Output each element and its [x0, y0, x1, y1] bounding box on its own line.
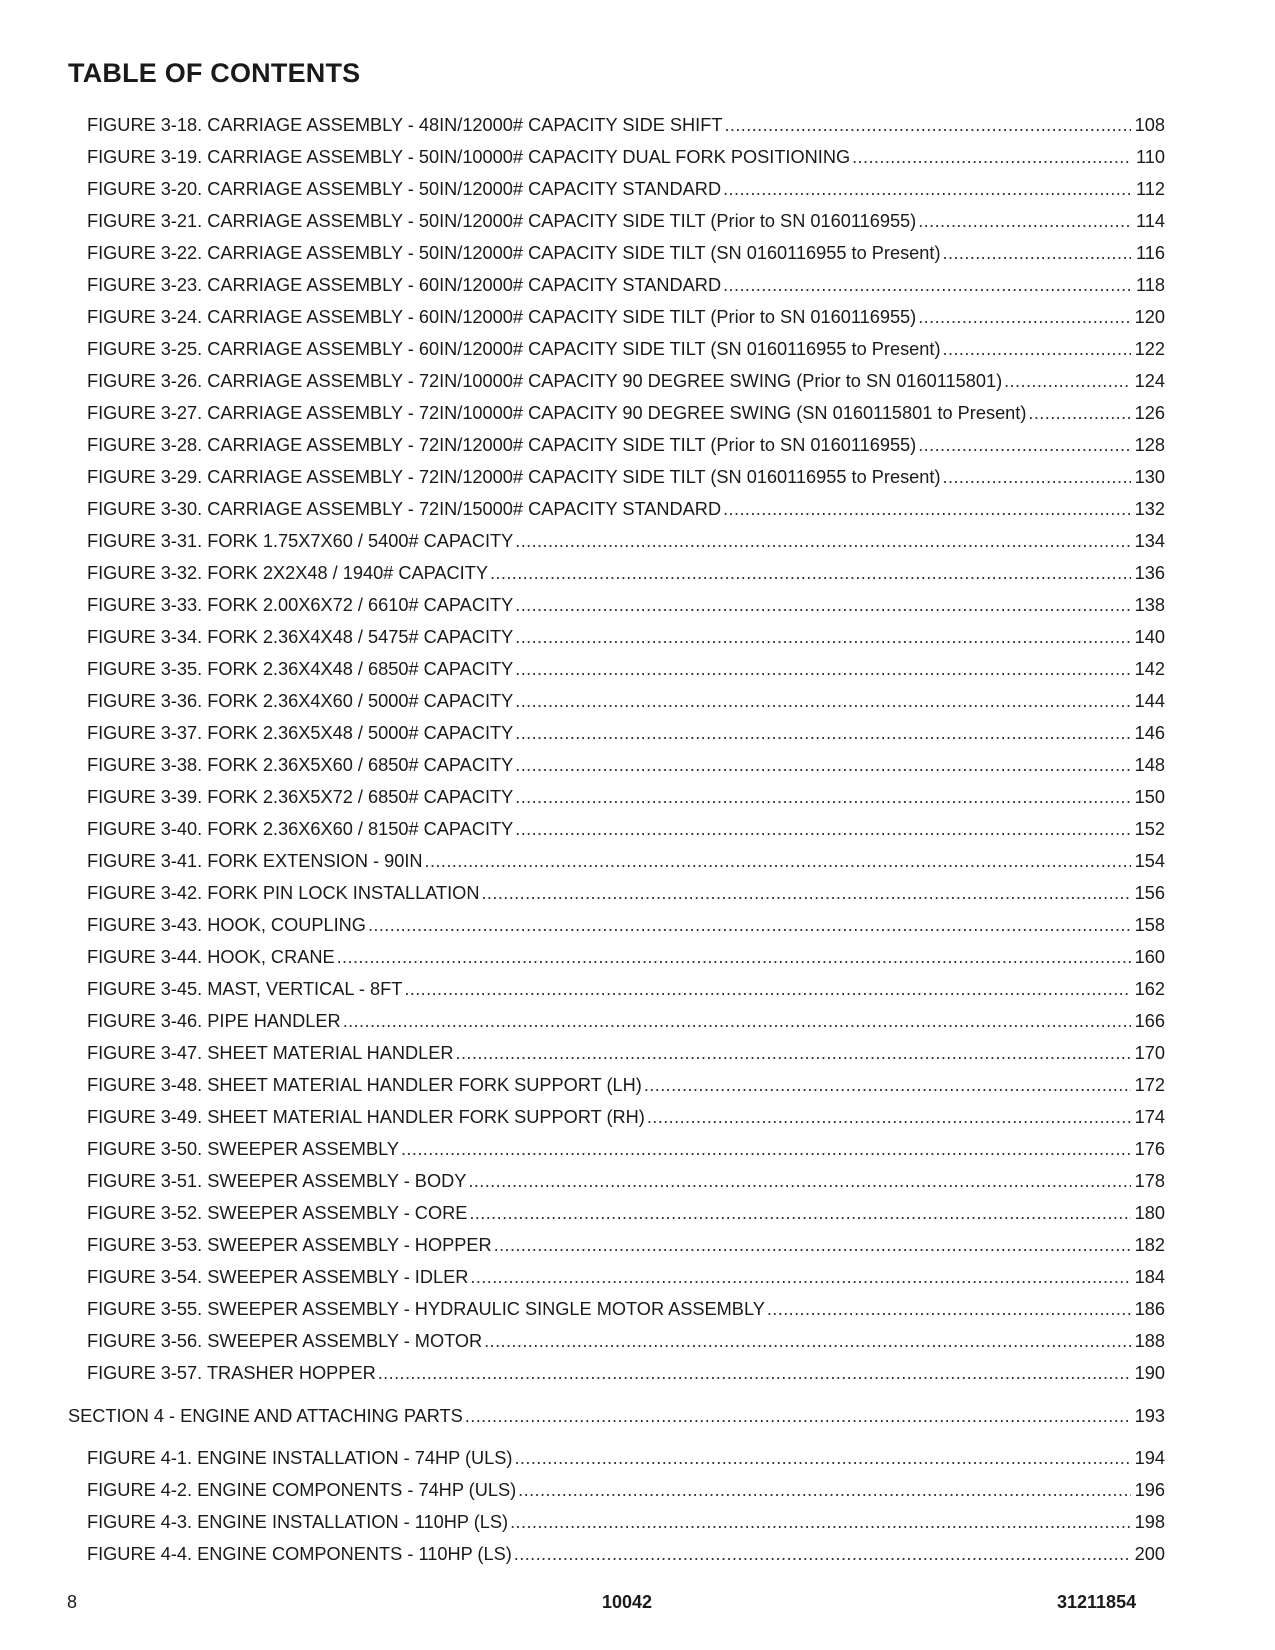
dot-leader: [647, 1101, 1131, 1133]
toc-entry-page: 136: [1134, 563, 1165, 583]
dot-leader: [943, 461, 1131, 493]
toc-entry-label: FIGURE 3-52. SWEEPER ASSEMBLY - CORE: [87, 1203, 468, 1223]
toc-entry-label: SECTION 4 - ENGINE AND ATTACHING PARTS: [68, 1406, 463, 1426]
toc-entry-label: FIGURE 3-29. CARRIAGE ASSEMBLY - 72IN/12000# CAPACITY SIDE TILT (SN 0160116955 to Present): [87, 467, 941, 487]
toc-entry-page: 200: [1134, 1544, 1165, 1564]
toc-entry-label: FIGURE 3-47. SHEET MATERIAL HANDLER: [87, 1043, 454, 1063]
toc-figure-entry[interactable]: [0, 1165, 1275, 1197]
toc-entry-page: 154: [1134, 851, 1165, 871]
toc-figure-entry[interactable]: [0, 493, 1275, 525]
toc-entry-page: 158: [1134, 915, 1165, 935]
toc-entry-label: FIGURE 3-30. CARRIAGE ASSEMBLY - 72IN/15000# CAPACITY STANDARD: [87, 499, 722, 519]
footer-center-code: 10042: [602, 1592, 653, 1612]
dot-leader: [518, 1474, 1131, 1506]
dot-leader: [1028, 397, 1131, 429]
toc-entry-label: FIGURE 3-21. CARRIAGE ASSEMBLY - 50IN/12000# CAPACITY SIDE TILT (Prior to SN 0160116955): [87, 211, 917, 231]
toc-entry-label: FIGURE 3-25. CARRIAGE ASSEMBLY - 60IN/12000# CAPACITY SIDE TILT (SN 0160116955 to Present): [87, 339, 941, 359]
toc-figure-entry[interactable]: [0, 461, 1275, 493]
toc-figure-entry[interactable]: [0, 589, 1275, 621]
dot-leader: [515, 653, 1131, 685]
toc-entry-page: 152: [1134, 819, 1165, 839]
toc-entry-page: 162: [1134, 979, 1165, 999]
toc-entry-page: 172: [1134, 1075, 1165, 1095]
dot-leader: [918, 205, 1131, 237]
toc-entry-page: 140: [1134, 627, 1165, 647]
dot-leader: [470, 1261, 1131, 1293]
dot-leader: [1004, 365, 1131, 397]
dot-leader: [404, 973, 1131, 1005]
toc-entry-label: FIGURE 3-54. SWEEPER ASSEMBLY - IDLER: [87, 1267, 469, 1287]
dot-leader: [723, 269, 1131, 301]
dot-leader: [456, 1037, 1131, 1069]
dot-leader: [468, 1165, 1131, 1197]
toc-figure-entry[interactable]: [0, 1357, 1275, 1389]
toc-figure-entry[interactable]: [0, 909, 1275, 941]
toc-figure-entry[interactable]: [0, 1261, 1275, 1293]
toc-entry-page: 128: [1134, 435, 1165, 455]
page-footer: [0, 1592, 1275, 1616]
dot-leader: [514, 1442, 1131, 1474]
toc-entry-label: FIGURE 4-4. ENGINE COMPONENTS - 110HP (LS): [87, 1544, 512, 1564]
toc-entry-page: 122: [1134, 339, 1165, 359]
toc-entry-label: FIGURE 3-28. CARRIAGE ASSEMBLY - 72IN/12000# CAPACITY SIDE TILT (Prior to SN 0160116955): [87, 435, 917, 455]
toc-entry-page: 148: [1134, 755, 1165, 775]
toc-entry-label: FIGURE 3-24. CARRIAGE ASSEMBLY - 60IN/12000# CAPACITY SIDE TILT (Prior to SN 0160116955): [87, 307, 917, 327]
toc-figure-entry[interactable]: [0, 301, 1275, 333]
toc-figure-entry[interactable]: [0, 653, 1275, 685]
toc-entry-label: FIGURE 3-55. SWEEPER ASSEMBLY - HYDRAULIC SINGLE MOTOR ASSEMBLY: [87, 1299, 765, 1319]
toc-entry-page: 176: [1134, 1139, 1165, 1159]
toc-figure-entry[interactable]: [0, 237, 1275, 269]
toc-figure-entry[interactable]: [0, 1197, 1275, 1229]
toc-figure-entry[interactable]: [0, 781, 1275, 813]
toc-entry-label: FIGURE 3-56. SWEEPER ASSEMBLY - MOTOR: [87, 1331, 483, 1351]
toc-figure-entry[interactable]: [0, 397, 1275, 429]
toc-entry-page: 160: [1134, 947, 1165, 967]
toc-figure-entry[interactable]: [0, 1229, 1275, 1261]
toc-entry-page: 108: [1134, 115, 1165, 135]
toc-entry-page: 138: [1134, 595, 1165, 615]
toc-figure-entry[interactable]: [0, 685, 1275, 717]
footer-doc-number: 31211854: [1057, 1592, 1137, 1612]
toc-entry-label: FIGURE 3-36. FORK 2.36X4X60 / 5000# CAPACITY: [87, 691, 514, 711]
toc-entry-label: FIGURE 3-27. CARRIAGE ASSEMBLY - 72IN/10000# CAPACITY 90 DEGREE SWING (SN 0160115801 to Present): [87, 403, 1027, 423]
dot-leader: [515, 621, 1131, 653]
toc-list: [0, 109, 1275, 1570]
toc-entry-label: FIGURE 3-20. CARRIAGE ASSEMBLY - 50IN/12000# CAPACITY STANDARD: [87, 179, 722, 199]
toc-entry-page: 118: [1136, 275, 1165, 295]
toc-entry-page: 114: [1136, 211, 1165, 231]
toc-entry-page: 174: [1134, 1107, 1165, 1127]
toc-figure-entry[interactable]: [0, 813, 1275, 845]
toc-entry-label: FIGURE 3-57. TRASHER HOPPER: [87, 1363, 376, 1383]
toc-entry-page: 194: [1134, 1448, 1165, 1468]
dot-leader: [515, 525, 1131, 557]
toc-entry-page: 126: [1134, 403, 1165, 423]
dot-leader: [918, 429, 1131, 461]
dot-leader: [723, 173, 1131, 205]
toc-entry-label: FIGURE 3-33. FORK 2.00X6X72 / 6610# CAPACITY: [87, 595, 514, 615]
dot-leader: [852, 141, 1131, 173]
toc-entry-page: 134: [1134, 531, 1165, 551]
toc-entry-label: FIGURE 3-37. FORK 2.36X5X48 / 5000# CAPACITY: [87, 723, 514, 743]
toc-entry-page: 150: [1134, 787, 1165, 807]
toc-figure-entry[interactable]: [0, 877, 1275, 909]
toc-entry-page: 182: [1134, 1235, 1165, 1255]
toc-entry-label: FIGURE 3-49. SHEET MATERIAL HANDLER FORK SUPPORT (RH): [87, 1107, 645, 1127]
dot-leader: [490, 557, 1131, 589]
toc-entry-label: FIGURE 3-51. SWEEPER ASSEMBLY - BODY: [87, 1171, 467, 1191]
toc-figure-entry[interactable]: [0, 973, 1275, 1005]
toc-entry-page: 186: [1134, 1299, 1165, 1319]
toc-entry-label: FIGURE 3-50. SWEEPER ASSEMBLY: [87, 1139, 399, 1159]
toc-entry-page: 193: [1134, 1406, 1165, 1426]
toc-figure-entry[interactable]: [0, 141, 1275, 173]
toc-entry-label: FIGURE 3-41. FORK EXTENSION - 90IN: [87, 851, 423, 871]
toc-entry-page: 184: [1134, 1267, 1165, 1287]
toc-entry-page: 130: [1134, 467, 1165, 487]
toc-entry-label: FIGURE 3-39. FORK 2.36X5X72 / 6850# CAPACITY: [87, 787, 514, 807]
dot-leader: [515, 717, 1131, 749]
dot-leader: [724, 109, 1131, 141]
toc-entry-page: 112: [1136, 179, 1165, 199]
toc-entry-label: FIGURE 3-34. FORK 2.36X4X48 / 5475# CAPACITY: [87, 627, 514, 647]
toc-entry-page: 132: [1134, 499, 1165, 519]
toc-figure-entry[interactable]: [0, 1133, 1275, 1165]
dot-leader: [481, 877, 1131, 909]
dot-leader: [723, 493, 1131, 525]
dot-leader: [515, 589, 1131, 621]
dot-leader: [337, 941, 1131, 973]
toc-entry-label: FIGURE 3-48. SHEET MATERIAL HANDLER FORK SUPPORT (LH): [87, 1075, 642, 1095]
toc-figure-entry[interactable]: [0, 749, 1275, 781]
toc-entry-label: FIGURE 3-44. HOOK, CRANE: [87, 947, 335, 967]
toc-entry-page: 142: [1134, 659, 1165, 679]
toc-figure-entry[interactable]: [0, 269, 1275, 301]
toc-figure-entry[interactable]: [0, 1506, 1275, 1538]
dot-leader: [484, 1325, 1131, 1357]
toc-entry-label: FIGURE 3-42. FORK PIN LOCK INSTALLATION: [87, 883, 480, 903]
page-title: TABLE OF CONTENTS: [68, 58, 361, 88]
toc-entry-page: 144: [1134, 691, 1165, 711]
toc-entry-page: 120: [1134, 307, 1165, 327]
dot-leader: [510, 1506, 1131, 1538]
toc-entry-page: 110: [1136, 147, 1165, 167]
dot-leader: [515, 813, 1131, 845]
toc-entry-label: FIGURE 4-3. ENGINE INSTALLATION - 110HP (LS): [87, 1512, 509, 1532]
toc-figure-entry[interactable]: [0, 1325, 1275, 1357]
toc-entry-page: 170: [1134, 1043, 1165, 1063]
toc-entry-label: FIGURE 3-38. FORK 2.36X5X60 / 6850# CAPACITY: [87, 755, 514, 775]
toc-figure-entry[interactable]: [0, 557, 1275, 589]
dot-leader: [401, 1133, 1131, 1165]
dot-leader: [515, 781, 1131, 813]
dot-leader: [514, 1538, 1131, 1570]
toc-entry-label: FIGURE 3-18. CARRIAGE ASSEMBLY - 48IN/12000# CAPACITY SIDE SHIFT: [87, 115, 723, 135]
toc-figure-entry[interactable]: [0, 429, 1275, 461]
toc-figure-entry[interactable]: [0, 333, 1275, 365]
dot-leader: [515, 685, 1131, 717]
toc-entry-label: FIGURE 3-22. CARRIAGE ASSEMBLY - 50IN/12000# CAPACITY SIDE TILT (SN 0160116955 to Present): [87, 243, 941, 263]
toc-figure-entry[interactable]: [0, 1474, 1275, 1506]
toc-figure-entry[interactable]: [0, 525, 1275, 557]
toc-figure-entry[interactable]: [0, 109, 1275, 141]
dot-leader: [918, 301, 1131, 333]
toc-figure-entry[interactable]: [0, 1538, 1275, 1570]
toc-entry-page: 196: [1134, 1480, 1165, 1500]
toc-entry-page: 198: [1134, 1512, 1165, 1532]
toc-figure-entry[interactable]: [0, 621, 1275, 653]
toc-figure-entry[interactable]: [0, 173, 1275, 205]
toc-entry-label: FIGURE 3-43. HOOK, COUPLING: [87, 915, 366, 935]
toc-entry-label: FIGURE 3-31. FORK 1.75X7X60 / 5400# CAPACITY: [87, 531, 514, 551]
toc-entry-label: FIGURE 3-45. MAST, VERTICAL - 8FT: [87, 979, 403, 999]
toc-figure-entry[interactable]: [0, 1037, 1275, 1069]
toc-figure-entry[interactable]: [0, 205, 1275, 237]
dot-leader: [469, 1197, 1131, 1229]
dot-leader: [343, 1005, 1131, 1037]
toc-entry-label: FIGURE 3-46. PIPE HANDLER: [87, 1011, 341, 1031]
toc-entry-page: 124: [1134, 371, 1165, 391]
dot-leader: [465, 1400, 1131, 1432]
toc-figure-entry[interactable]: [0, 941, 1275, 973]
toc-entry-page: 190: [1134, 1363, 1165, 1383]
toc-figure-entry[interactable]: [0, 1069, 1275, 1101]
toc-entry-page: 156: [1134, 883, 1165, 903]
dot-leader: [368, 909, 1131, 941]
toc-entry-label: FIGURE 4-1. ENGINE INSTALLATION - 74HP (ULS): [87, 1448, 513, 1468]
toc-entry-label: FIGURE 3-35. FORK 2.36X4X48 / 6850# CAPACITY: [87, 659, 514, 679]
toc-entry-label: FIGURE 3-26. CARRIAGE ASSEMBLY - 72IN/10000# CAPACITY 90 DEGREE SWING (Prior to SN 0160115801): [87, 371, 1003, 391]
dot-leader: [767, 1293, 1131, 1325]
toc-entry-label: FIGURE 3-53. SWEEPER ASSEMBLY - HOPPER: [87, 1235, 492, 1255]
toc-figure-entry[interactable]: [0, 365, 1275, 397]
dot-leader: [644, 1069, 1131, 1101]
toc-figure-entry[interactable]: [0, 1293, 1275, 1325]
toc-entry-page: 180: [1134, 1203, 1165, 1223]
toc-entry-label: FIGURE 3-23. CARRIAGE ASSEMBLY - 60IN/12000# CAPACITY STANDARD: [87, 275, 722, 295]
dot-leader: [378, 1357, 1131, 1389]
toc-entry-page: 116: [1136, 243, 1165, 263]
toc-figure-entry[interactable]: [0, 717, 1275, 749]
dot-leader: [494, 1229, 1131, 1261]
toc-section-entry[interactable]: [0, 1400, 1275, 1432]
dot-leader: [943, 333, 1131, 365]
toc-entry-label: FIGURE 3-32. FORK 2X2X48 / 1940# CAPACITY: [87, 563, 488, 583]
toc-entry-label: FIGURE 3-19. CARRIAGE ASSEMBLY - 50IN/10000# CAPACITY DUAL FORK POSITIONING: [87, 147, 851, 167]
footer-page-number: 8: [67, 1592, 78, 1612]
toc-entry-page: 188: [1134, 1331, 1165, 1351]
toc-entry-page: 178: [1134, 1171, 1165, 1191]
dot-leader: [515, 749, 1131, 781]
toc-figure-entry[interactable]: [0, 1442, 1275, 1474]
toc-figure-entry[interactable]: [0, 1101, 1275, 1133]
toc-figure-entry[interactable]: [0, 1005, 1275, 1037]
toc-entry-page: 166: [1134, 1011, 1165, 1031]
toc-entry-page: 146: [1134, 723, 1165, 743]
toc-figure-entry[interactable]: [0, 845, 1275, 877]
toc-entry-label: FIGURE 3-40. FORK 2.36X6X60 / 8150# CAPACITY: [87, 819, 514, 839]
toc-entry-label: FIGURE 4-2. ENGINE COMPONENTS - 74HP (ULS): [87, 1480, 517, 1500]
dot-leader: [425, 845, 1131, 877]
dot-leader: [943, 237, 1131, 269]
